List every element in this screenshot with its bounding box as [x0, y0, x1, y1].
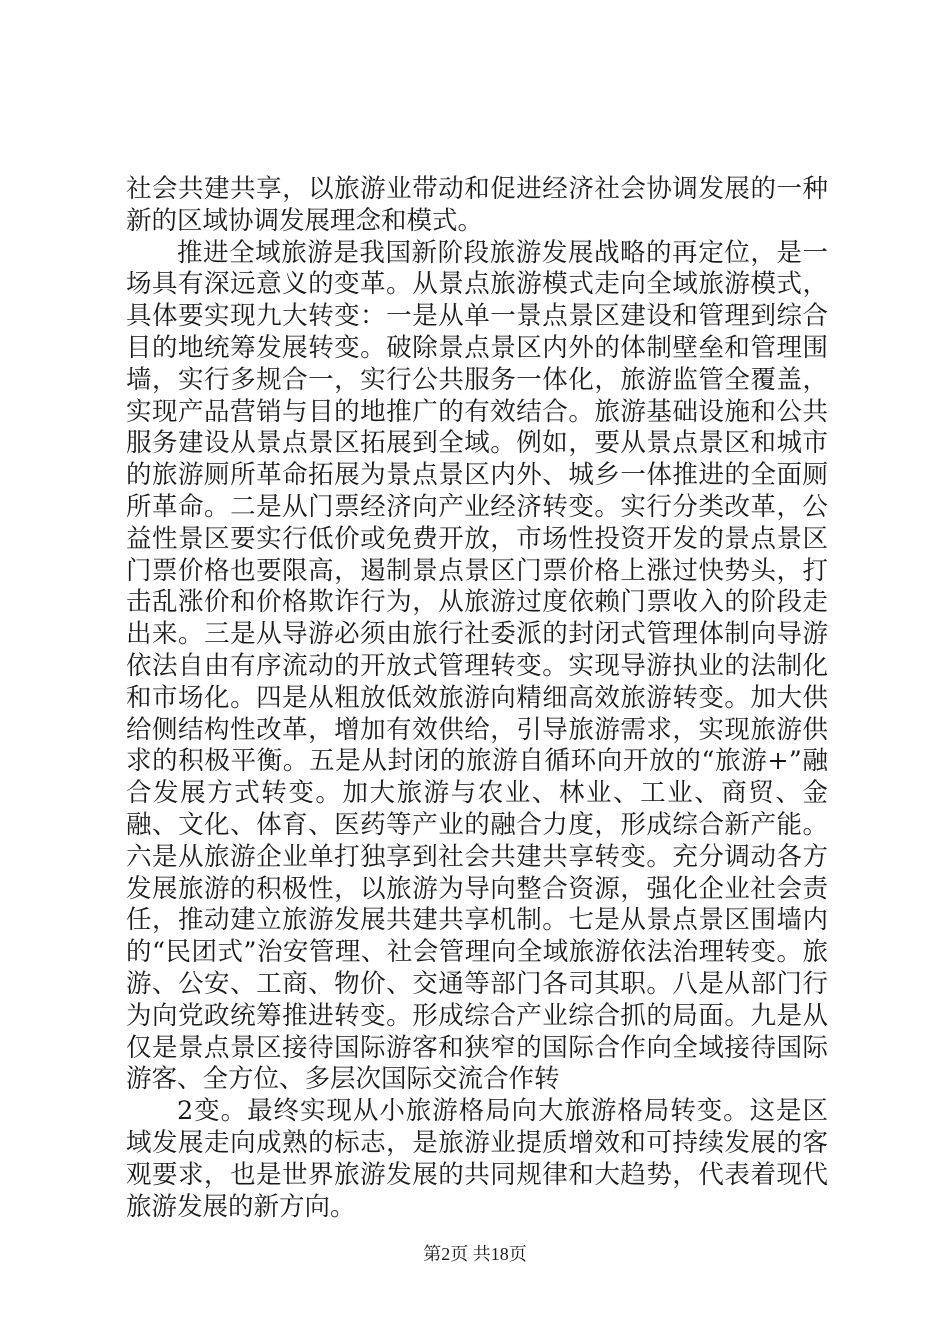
paragraph-3: 2变。最终实现从小旅游格局向大旅游格局转变。这是区域发展走向成熟的标志，是旅游业提质增效和可持续发展的客观要求，也是世界旅游发展的共同规律和大趋势，代表着现代旅游发展的新方向。: [126, 1096, 828, 1222]
paragraph-2: 推进全域旅游是我国新阶段旅游发展战略的再定位，是一场具有深远意义的变革。从景点旅游模式走向全域旅游模式，具体要实现九大转变：一是从单一景点景区建设和管理到综合目的地统筹发展转变。破除景点景区内外的体制壁垒和管理围墙，实行多规合一，实行公共服务一体化，旅游监管全覆盖，实现产品营销与目的地推广的有效结合。旅游基础设施和公共服务建设从景点景区拓展到全域。例如，要从景点景区和城市的旅游厕所革命拓展为景点景区内外、城乡一体推进的全面厕所革命。二是从门票经济向产业经济转变。实行分类改革，公益性景区要实行低价或免费开放，市场性投资开发的景点景区门票价格也要限高，遏制景点景区门票价格上涨过快势头，打击乱涨价和价格欺诈行为，从旅游过度依赖门票收入的阶段走出来。三是从导游必须由旅行社委派的封闭式管理体制向导游依法自由有序流动的开放式管理转变。实现导游执业的法制化和市场化。四是从粗放低效旅游向精细高效旅游转变。加大供给侧结构性改革，增加有效供给，引导旅游需求，实现旅游供求的积极平衡。五是从封闭的旅游自循环向开放的“旅游+”融合发展方式转变。加大旅游与农业、林业、工业、商贸、金融、文化、体育、医药等产业的融合力度，形成综合新产能。六是从旅游企业单打独享到社会共建共享转变。充分调动各方发展旅游的积极性，以旅游为导向整合资源，强化企业社会责任，推动建立旅游发展共建共享机制。七是从景点景区围墙内的“民团式”治安管理、社会管理向全域旅游依法治理转变。旅游、公安、工商、物价、交通等部门各司其职。八是从部门行为向党政统筹推进转变。形成综合产业综合抓的局面。九是从仅是景点景区接待国际游客和狭窄的国际合作向全域接待国际游客、全方位、多层次国际交流合作转: [126, 237, 828, 1095]
document-body: [126, 174, 828, 1223]
paragraph-1: 社会共建共享，以旅游业带动和促进经济社会协调发展的一种新的区域协调发展理念和模式。: [126, 174, 828, 236]
page-footer: 第2页 共18页: [423, 1244, 527, 1264]
